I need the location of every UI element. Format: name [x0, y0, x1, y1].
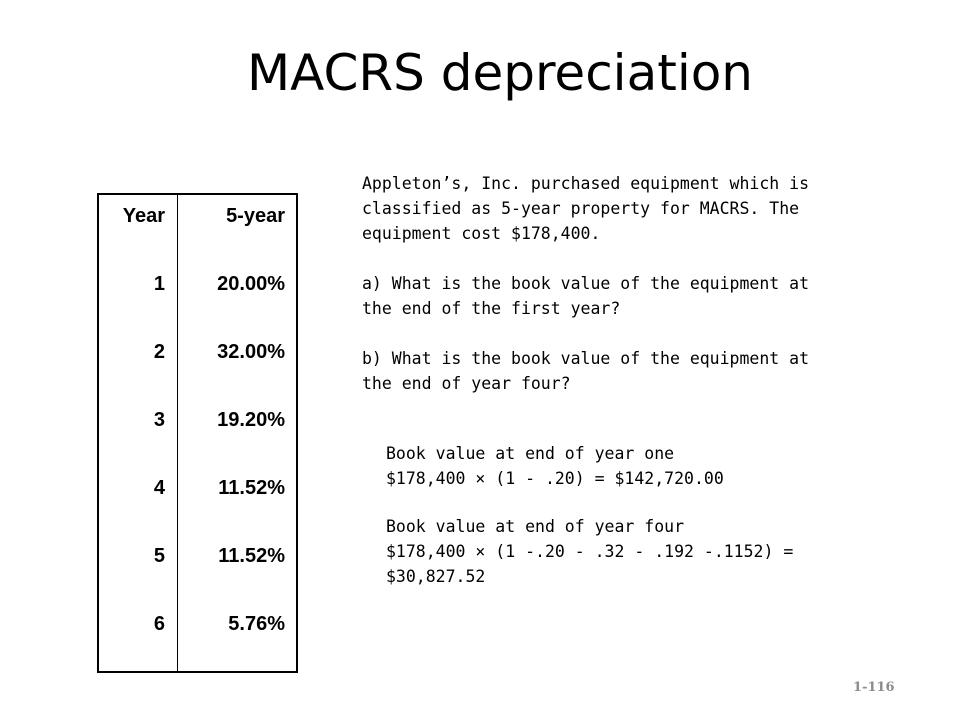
table-row	[98, 603, 297, 672]
year-cell: 1	[98, 263, 178, 331]
problem-intro-line: Appleton’s, Inc. purchased equipment which is	[362, 174, 810, 193]
question-b-line: the end of year four?	[362, 374, 571, 393]
year-cell: 4	[98, 467, 178, 535]
problem-statement	[362, 171, 852, 396]
year-cell: 5	[98, 535, 178, 603]
table-row	[98, 467, 297, 535]
rate-cell: 20.00%	[217, 273, 285, 295]
solution-year-one-line: $178,400 × (1 - .20) = $142,720.00	[386, 469, 724, 488]
year-cell: 6	[98, 603, 178, 672]
rate-cell: 19.20%	[217, 409, 285, 431]
table-row	[98, 263, 297, 331]
table-row	[98, 535, 297, 603]
solution-year-four-line: $30,827.52	[386, 567, 486, 586]
solution-block	[386, 441, 856, 589]
table-row	[98, 399, 297, 467]
macrs-rate-table	[97, 193, 298, 673]
solution-year-four-line: Book value at end of year four	[386, 517, 685, 536]
header-5-year: 5-year	[226, 205, 285, 227]
rate-cell: 11.52%	[218, 477, 285, 499]
question-a-line: a) What is the book value of the equipment at	[362, 274, 810, 293]
year-cell: 3	[98, 399, 178, 467]
year-cell: 2	[98, 331, 178, 399]
question-b-line: b) What is the book value of the equipment at	[362, 349, 810, 368]
slide-title: MACRS depreciation	[246, 44, 753, 102]
rate-cell: 11.52%	[218, 545, 285, 567]
problem-intro-line: equipment cost $178,400.	[362, 224, 601, 243]
problem-intro-line: classified as 5-year property for MACRS. The	[362, 199, 800, 218]
table-row	[98, 331, 297, 399]
rate-cell: 5.76%	[228, 613, 285, 635]
question-a-line: the end of the first year?	[362, 299, 621, 318]
header-year: Year	[98, 194, 178, 263]
solution-year-four-line: $178,400 × (1 -.20 - .32 - .192 -.1152) =	[386, 542, 794, 561]
solution-year-one-line: Book value at end of year one	[386, 444, 675, 463]
table-header-row	[98, 194, 297, 263]
rate-cell: 32.00%	[217, 341, 285, 363]
slide-number: 1-116	[853, 680, 895, 695]
